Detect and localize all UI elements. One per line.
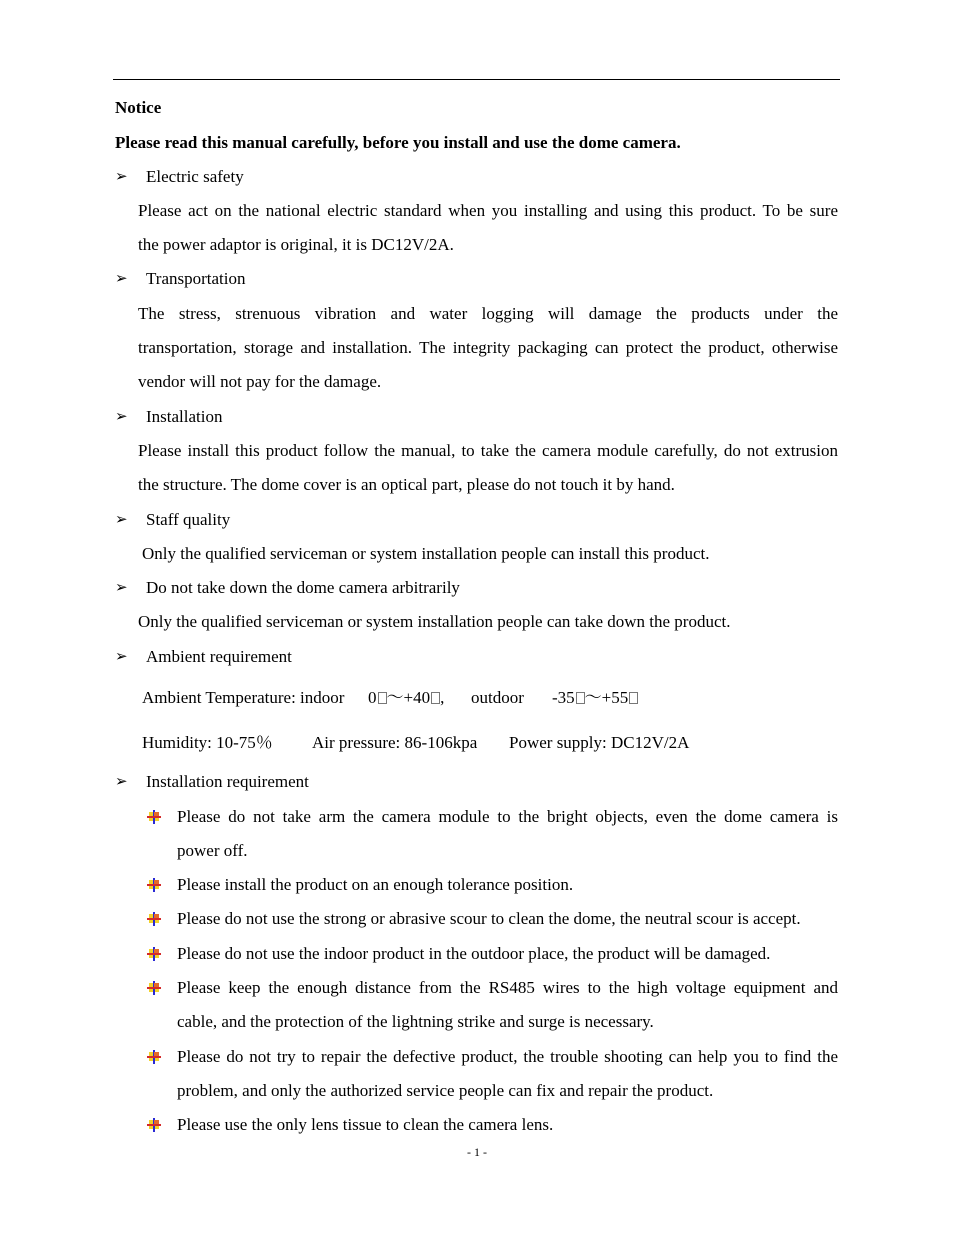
requirement-item: Please do not use the strong or abrasive scour to clean the dome, the neutral scour is accept. — [177, 909, 801, 928]
degree-symbol-icon — [431, 692, 440, 704]
arrow-bullet-icon: ➢ — [115, 169, 128, 185]
page-number: - 1 - — [467, 1145, 487, 1159]
arrow-bullet-icon: ➢ — [115, 271, 128, 287]
outdoor-label: outdoor — [471, 688, 524, 707]
pin-bullet-icon — [146, 1049, 162, 1065]
notice-title: Notice — [115, 98, 162, 117]
requirement-item: Please do not try to repair the defective product, the trouble shooting can help you to find the — [177, 1047, 838, 1066]
section-heading-ambient-requirement: Ambient requirement — [146, 647, 292, 666]
section-heading-staff-quality: Staff quality — [146, 510, 231, 529]
requirement-item: Please keep the enough distance from the RS485 wires to the high voltage equipment and — [177, 978, 838, 997]
pin-bullet-icon — [146, 980, 162, 996]
requirement-item: Please use the only lens tissue to clean the camera lens. — [177, 1115, 554, 1134]
section-text: vendor will not pay for the damage. — [138, 372, 382, 391]
outdoor-temperature-range: -35 ～+55 — [552, 688, 638, 708]
pin-bullet-icon — [146, 877, 162, 893]
degree-symbol-icon — [576, 692, 585, 704]
power-supply-value: Power supply: DC12V/2A — [509, 733, 690, 752]
section-heading-installation: Installation — [146, 407, 223, 426]
arrow-bullet-icon: ➢ — [115, 649, 128, 665]
requirement-item: Please install the product on an enough tolerance position. — [177, 875, 574, 894]
arrow-bullet-icon: ➢ — [115, 512, 128, 528]
section-heading-electric-safety: Electric safety — [146, 167, 244, 186]
degree-symbol-icon — [629, 692, 638, 704]
humidity-value: Humidity: 10-75％ — [142, 733, 273, 752]
section-text: the structure. The dome cover is an optical part, please do not touch it by hand. — [138, 475, 675, 494]
section-text: transportation, storage and installation. The integrity packaging can protect the product, otherwise — [138, 338, 838, 357]
section-heading-transportation: Transportation — [146, 269, 246, 288]
section-text: Please install this product follow the manual, to take the camera module carefully, do not extrusion — [138, 441, 838, 460]
notice-intro: Please read this manual carefully, before you install and use the dome camera. — [115, 133, 681, 152]
arrow-bullet-icon: ➢ — [115, 409, 128, 425]
requirement-item-continued: cable, and the protection of the lightning strike and surge is necessary. — [177, 1012, 654, 1031]
section-text: Only the qualified serviceman or system installation people can take down the product. — [138, 612, 731, 631]
degree-symbol-icon — [378, 692, 387, 704]
air-pressure-value: Air pressure: 86-106kpa — [312, 733, 478, 752]
arrow-bullet-icon: ➢ — [115, 774, 128, 790]
pin-bullet-icon — [146, 1117, 162, 1133]
indoor-temperature-range: 0 ～+40 , — [368, 688, 445, 707]
pin-bullet-icon — [146, 946, 162, 962]
arrow-bullet-icon: ➢ — [115, 580, 128, 596]
header-rule — [113, 79, 840, 80]
ambient-temperature-label: Ambient Temperature: indoor — [142, 688, 345, 707]
requirement-item: Please do not take arm the camera module to the bright objects, even the dome camera is — [177, 807, 838, 826]
requirement-item: Please do not use the indoor product in the outdoor place, the product will be damaged. — [177, 944, 771, 963]
section-text: Only the qualified serviceman or system installation people can install this product. — [142, 544, 710, 563]
section-heading-installation-requirement: Installation requirement — [146, 772, 309, 791]
section-text: Please act on the national electric standard when you installing and using this product. To be sure — [138, 201, 838, 220]
section-text: The stress, strenuous vibration and water logging will damage the products under the — [138, 304, 838, 323]
pin-bullet-icon — [146, 911, 162, 927]
requirement-item-continued: power off. — [177, 841, 248, 860]
requirement-item-continued: problem, and only the authorized service people can fix and repair the product. — [177, 1081, 714, 1100]
section-heading-do-not-take-down: Do not take down the dome camera arbitrarily — [146, 578, 460, 597]
section-text: the power adaptor is original, it is DC12V/2A. — [138, 235, 454, 254]
pin-bullet-icon — [146, 809, 162, 825]
